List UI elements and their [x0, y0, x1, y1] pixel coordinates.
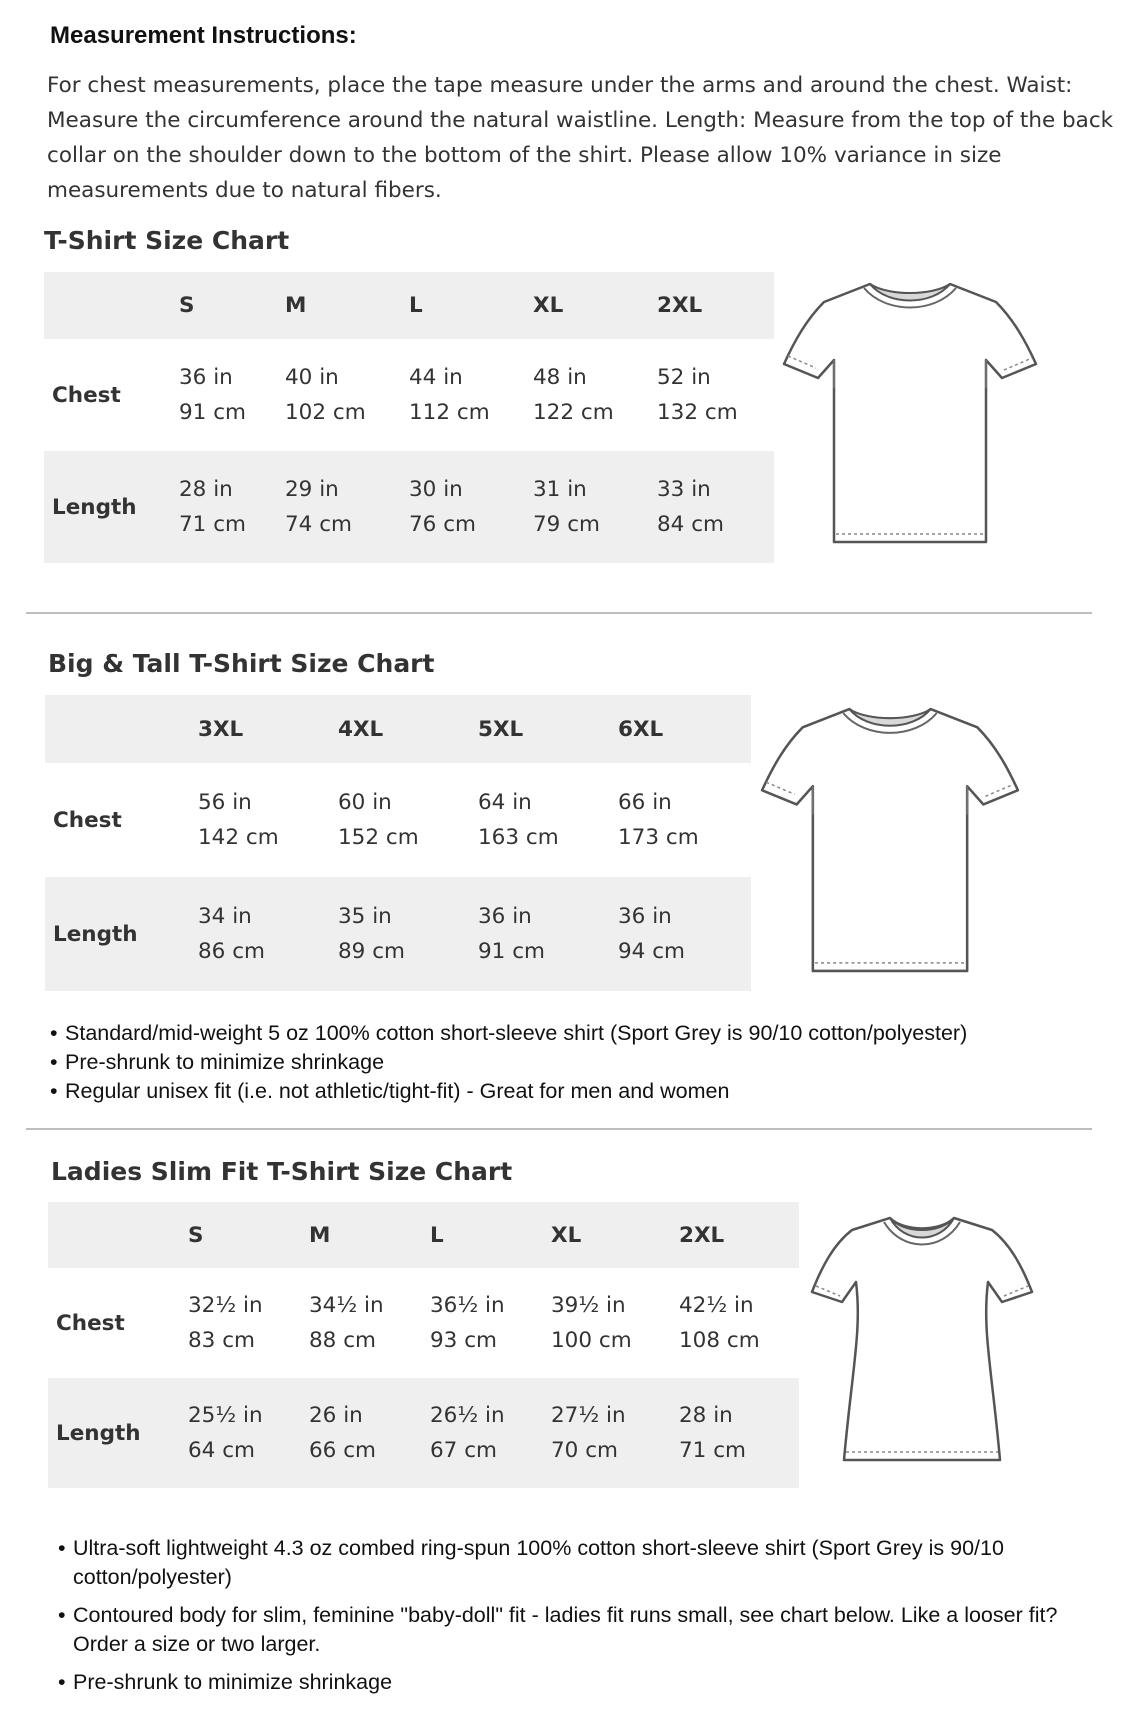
measurement-cell: 31 in 79 cm	[533, 451, 657, 563]
size-header: S	[188, 1202, 309, 1268]
measurement-cell: 30 in 76 cm	[409, 451, 533, 563]
measurement-cell: 60 in 152 cm	[338, 790, 419, 850]
list-item: • Ultra-soft lightweight 4.3 oz combed ring-spun 100% cotton short-sleeve shirt (Sport Grey is 90/10 cotton/polyester)	[58, 1534, 1088, 1592]
measurement-cell: 32½ in 83 cm	[188, 1293, 263, 1353]
measurement-cell: 36 in 91 cm	[478, 877, 618, 991]
measurement-cell: 36 in 94 cm	[618, 877, 751, 991]
size-header-row	[48, 1202, 799, 1268]
measurement-cell: 44 in 112 cm	[409, 365, 490, 425]
row-label-length: Length	[44, 451, 179, 563]
list-item: • Regular unisex fit (i.e. not athletic/tight-fit) - Great for men and women	[50, 1077, 1120, 1106]
bigtall-chart-title: Big & Tall T-Shirt Size Chart	[48, 649, 435, 678]
tshirt-size-table	[44, 272, 774, 563]
measurement-cell: 26½ in 67 cm	[430, 1378, 551, 1488]
measurement-cell: 28 in 71 cm	[679, 1378, 799, 1488]
size-header: 6XL	[618, 695, 751, 763]
size-header: M	[285, 272, 409, 339]
measurement-cell: 28 in 71 cm	[179, 451, 285, 563]
instructions-text: For chest measurements, place the tape measure under the arms and around the chest. Waist: Measure the circumference around the natural waistline. Length: Measure from the top of the back collar on the shoulder down to the bottom of the shirt. Please allow 10% variance in size measurements due to natural fibers.	[47, 73, 1114, 203]
measurement-cell: 27½ in 70 cm	[551, 1378, 679, 1488]
measurement-cell: 56 in 142 cm	[198, 790, 279, 850]
size-header: S	[179, 272, 285, 339]
measurement-cell: 35 in 89 cm	[338, 877, 478, 991]
header-empty	[44, 272, 179, 339]
section-divider	[26, 1128, 1092, 1130]
ladies-features-list	[58, 1534, 1088, 1697]
row-label-chest: Chest	[56, 1310, 125, 1336]
list-item: • Standard/mid-weight 5 oz 100% cotton short-sleeve shirt (Sport Grey is 90/10 cotton/polyester)	[50, 1019, 1120, 1048]
header-empty	[48, 1202, 188, 1268]
list-item: • Pre-shrunk to minimize shrinkage	[58, 1668, 1088, 1697]
chest-row	[48, 1268, 799, 1378]
measurement-cell: 33 in 84 cm	[657, 451, 774, 563]
size-header-row	[44, 272, 774, 339]
measurement-cell: 48 in 122 cm	[533, 365, 614, 425]
size-header: 2XL	[657, 272, 774, 339]
measurement-cell: 52 in 132 cm	[657, 365, 738, 425]
size-header: XL	[551, 1202, 679, 1268]
size-header: L	[430, 1202, 551, 1268]
measurement-cell: 34 in 86 cm	[198, 877, 338, 991]
measurement-cell: 36 in 91 cm	[179, 365, 246, 425]
list-item: • Contoured body for slim, feminine "baby-doll" fit - ladies fit runs small, see chart below. Like a looser fit? Order a size or two larger.	[58, 1601, 1088, 1659]
size-header: XL	[533, 272, 657, 339]
measurement-cell: 29 in 74 cm	[285, 451, 409, 563]
tshirt-chart-title: T-Shirt Size Chart	[44, 226, 290, 255]
big-tall-tshirt-icon	[756, 700, 1024, 980]
header-empty	[45, 695, 198, 763]
size-header: 3XL	[198, 695, 338, 763]
bigtall-size-table	[45, 695, 751, 991]
row-label-chest: Chest	[52, 382, 121, 408]
measurement-cell: 36½ in 93 cm	[430, 1293, 505, 1353]
measurement-cell: 26 in 66 cm	[309, 1378, 430, 1488]
measurement-cell: 34½ in 88 cm	[309, 1293, 384, 1353]
size-header: 4XL	[338, 695, 478, 763]
length-row	[45, 877, 751, 991]
measurement-cell: 42½ in 108 cm	[679, 1293, 760, 1353]
row-label-chest: Chest	[53, 807, 122, 833]
measurement-cell: 66 in 173 cm	[618, 790, 699, 850]
section-divider	[26, 612, 1092, 614]
chest-row	[45, 763, 751, 877]
size-header: 2XL	[679, 1202, 799, 1268]
measurement-cell: 40 in 102 cm	[285, 365, 366, 425]
tshirt-icon	[778, 276, 1042, 550]
length-row	[44, 451, 774, 563]
ladies-size-table	[48, 1202, 799, 1488]
size-header: L	[409, 272, 533, 339]
row-label-length: Length	[45, 877, 198, 991]
size-header: 5XL	[478, 695, 618, 763]
instructions-title: Measurement Instructions:	[50, 22, 357, 49]
measurement-cell: 25½ in 64 cm	[188, 1378, 309, 1488]
row-label-length: Length	[48, 1378, 188, 1488]
chest-row	[44, 339, 774, 451]
size-header-row	[45, 695, 751, 763]
bigtall-features-list	[50, 1019, 1120, 1106]
list-item: • Pre-shrunk to minimize shrinkage	[50, 1048, 1120, 1077]
length-row	[48, 1378, 799, 1488]
measurement-cell: 39½ in 100 cm	[551, 1293, 632, 1353]
size-header: M	[309, 1202, 430, 1268]
ladies-chart-title: Ladies Slim Fit T-Shirt Size Chart	[51, 1157, 513, 1186]
ladies-tshirt-icon	[806, 1210, 1038, 1472]
measurement-cell: 64 in 163 cm	[478, 790, 559, 850]
